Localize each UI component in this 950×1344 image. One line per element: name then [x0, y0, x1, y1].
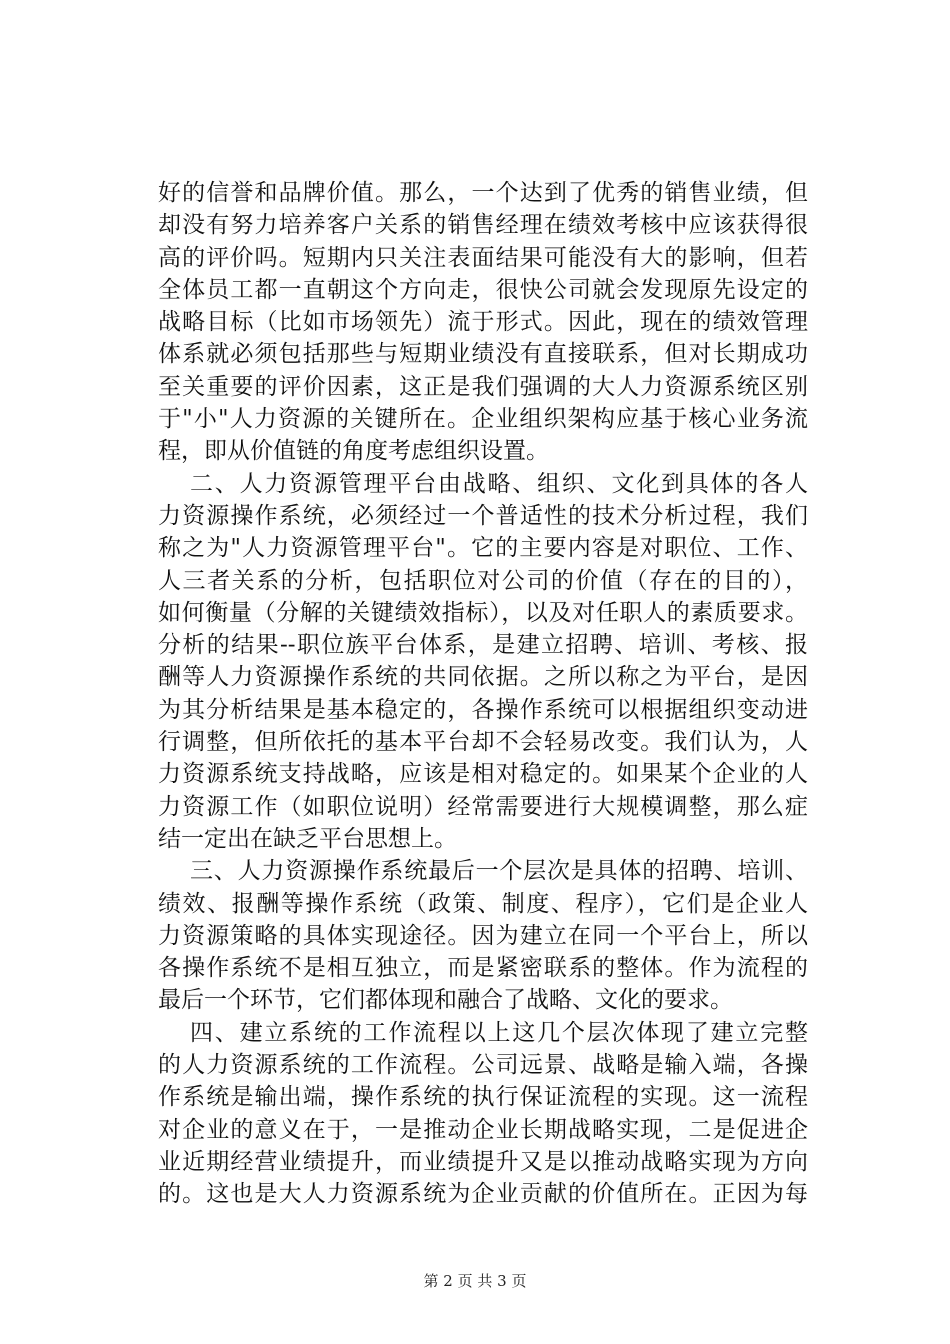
- text-line: 四、建立系统的工作流程以上这几个层次体现了建立完整: [190, 1019, 808, 1046]
- text-line: 力资源操作系统，必须经过一个普适性的技术分析过程，我们: [158, 502, 808, 529]
- text-line: 的。这也是大人力资源系统为企业贡献的价值所在。正因为每: [158, 1181, 808, 1208]
- text-line: 二、人力资源管理平台由战略、组织、文化到具体的各人: [190, 470, 808, 497]
- text-line: 称之为"人力资源管理平台"。它的主要内容是对职位、工作、: [158, 535, 808, 562]
- page-footer: 第 2 页 共 3 页: [423, 1272, 527, 1290]
- text-line: 却没有努力培养客户关系的销售经理在绩效考核中应该获得很: [158, 212, 808, 239]
- text-line: 力资源工作（如职位说明）经常需要进行大规模调整，那么症: [158, 793, 808, 820]
- text-line: 好的信誉和品牌价值。那么，一个达到了优秀的销售业绩，但: [158, 180, 808, 206]
- text-line: 力资源策略的具体实现途径。因为建立在同一个平台上，所以: [158, 922, 808, 949]
- text-line: 至关重要的评价因素，这正是我们强调的大人力资源系统区别: [158, 373, 808, 400]
- text-line: 于"小"人力资源的关键所在。企业组织架构应基于核心业务流: [158, 406, 808, 433]
- text-line: 结一定出在缺乏平台思想上。: [158, 825, 457, 852]
- text-line: 全体员工都一直朝这个方向走，很快公司就会发现原先设定的: [158, 276, 808, 303]
- text-line: 行调整，但所依托的基本平台却不会轻易改变。我们认为，人: [158, 729, 808, 756]
- text-line: 绩效、报酬等操作系统（政策、制度、程序），它们是企业人: [158, 890, 808, 917]
- text-line: 酬等人力资源操作系统的共同依据。之所以称之为平台，是因: [158, 664, 808, 691]
- text-line: 战略目标（比如市场领先）流于形式。因此，现在的绩效管理: [158, 309, 808, 336]
- text-line: 对企业的意义在于，一是推动企业长期战略实现，二是促进企: [158, 1116, 808, 1143]
- text-line: 程，即从价值链的角度考虑组织设置。: [158, 438, 549, 465]
- text-line: 如何衡量（分解的关键绩效指标），以及对任职人的素质要求。: [158, 599, 808, 626]
- text-line: 各操作系统不是相互独立，而是紧密联系的整体。作为流程的: [158, 955, 808, 982]
- text-line: 为其分析结果是基本稳定的，各操作系统可以根据组织变动进: [158, 696, 808, 723]
- text-line: 人三者关系的分析，包括职位对公司的价值（存在的目的），: [158, 567, 808, 594]
- text-line: 三、人力资源操作系统最后一个层次是具体的招聘、培训、: [190, 858, 808, 885]
- text-line: 力资源系统支持战略，应该是相对稳定的。如果某个企业的人: [158, 761, 808, 788]
- text-line: 业近期经营业绩提升，而业绩提升又是以推动战略实现为方向: [158, 1148, 808, 1175]
- body-text: [158, 177, 808, 1211]
- text-line: 高的评价吗。短期内只关注表面结果可能没有大的影响，但若: [158, 244, 808, 271]
- text-line: 的人力资源系统的工作流程。公司远景、战略是输入端，各操: [158, 1052, 808, 1079]
- text-line: 分析的结果--职位族平台体系，是建立招聘、培训、考核、报: [158, 632, 808, 659]
- text-line: 体系就必须包括那些与短期业绩没有直接联系，但对长期成功: [158, 341, 808, 368]
- text-line: 作系统是输出端，操作系统的执行保证流程的实现。这一流程: [158, 1084, 808, 1111]
- text-line: 最后一个环节，它们都体现和融合了战略、文化的要求。: [158, 987, 733, 1014]
